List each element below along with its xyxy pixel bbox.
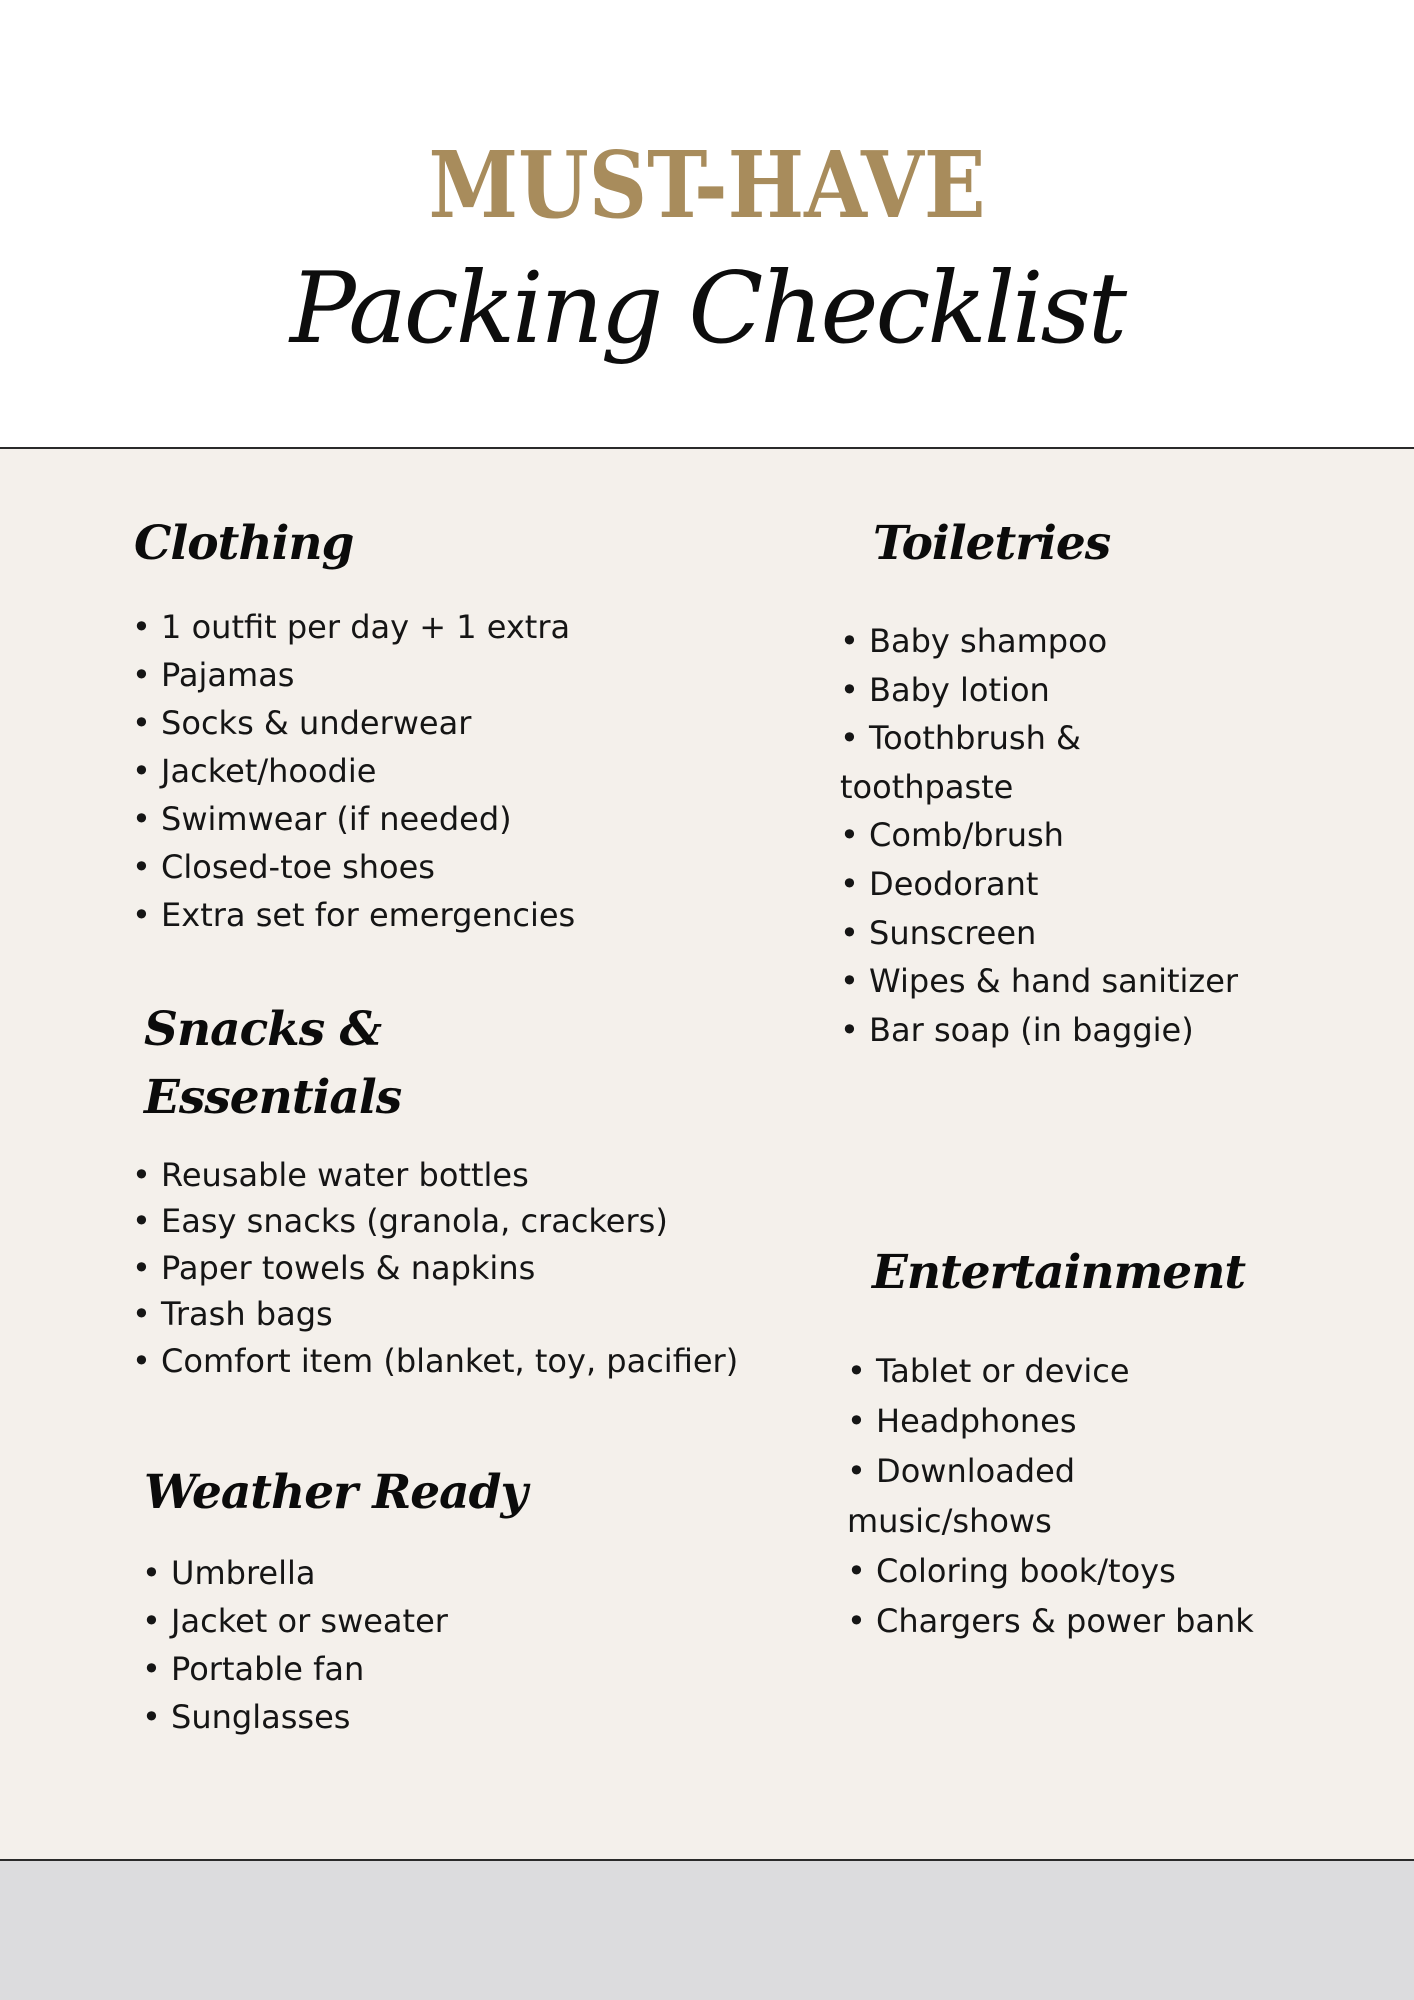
list-item: • Tablet or device <box>847 1346 1137 1396</box>
list-item: • Baby lotion <box>840 666 1130 715</box>
list-item: • Headphones <box>847 1396 1137 1446</box>
section-title-weather-ready: Weather Ready <box>144 1465 527 1520</box>
list-item: • Trash bags <box>132 1291 738 1337</box>
snacks-list <box>132 1152 738 1384</box>
weather-list <box>142 1549 448 1741</box>
page-header <box>0 0 1414 447</box>
list-item: • Downloaded music/shows <box>847 1446 1137 1546</box>
section-title-line: Essentials <box>144 1070 402 1125</box>
title-packing-checklist: Packing Checklist <box>289 252 1125 366</box>
section-title-entertainment: Entertainment <box>872 1245 1246 1300</box>
clothing-list <box>132 603 575 939</box>
list-item: • Umbrella <box>142 1549 448 1597</box>
list-item: • Jacket or sweater <box>142 1597 448 1645</box>
list-item: • Reusable water bottles <box>132 1152 738 1198</box>
title-must-have: MUST-HAVE <box>428 131 986 239</box>
page-footer-band <box>0 1861 1414 2000</box>
list-item: • 1 outfit per day + 1 extra <box>132 603 575 651</box>
list-item: • Swimwear (if needed) <box>132 795 575 843</box>
checklist-content <box>0 449 1414 1859</box>
list-item: • Wipes & hand sanitizer <box>840 957 1130 1006</box>
list-item: • Jacket/hoodie <box>132 747 575 795</box>
list-item: • Sunscreen <box>840 909 1130 958</box>
section-title-clothing: Clothing <box>134 516 354 571</box>
list-item: • Bar soap (in baggie) <box>840 1006 1130 1055</box>
list-item: • Closed-toe shoes <box>132 843 575 891</box>
list-item: • Extra set for emergencies <box>132 891 575 939</box>
section-title-snacks-essentials <box>144 996 401 1132</box>
section-title-toiletries: Toiletries <box>873 516 1111 571</box>
list-item: • Comfort item (blanket, toy, pacifier) <box>132 1338 738 1384</box>
list-item: • Coloring book/toys <box>847 1546 1137 1596</box>
section-title-line: Snacks & <box>144 1002 382 1057</box>
list-item: • Socks & underwear <box>132 699 575 747</box>
list-item: • Easy snacks (granola, crackers) <box>132 1198 738 1244</box>
list-item: • Baby shampoo <box>840 617 1130 666</box>
toiletries-list <box>840 617 1239 1054</box>
list-item: • Sunglasses <box>142 1693 448 1741</box>
list-item: • Comb/brush <box>840 811 1130 860</box>
list-item: • Toothbrush & toothpaste <box>840 714 1130 811</box>
list-item: • Deodorant <box>840 860 1130 909</box>
list-item: • Chargers & power bank <box>847 1596 1137 1646</box>
entertainment-list <box>847 1346 1254 1646</box>
list-item: • Paper towels & napkins <box>132 1245 738 1291</box>
list-item: • Portable fan <box>142 1645 448 1693</box>
list-item: • Pajamas <box>132 651 575 699</box>
